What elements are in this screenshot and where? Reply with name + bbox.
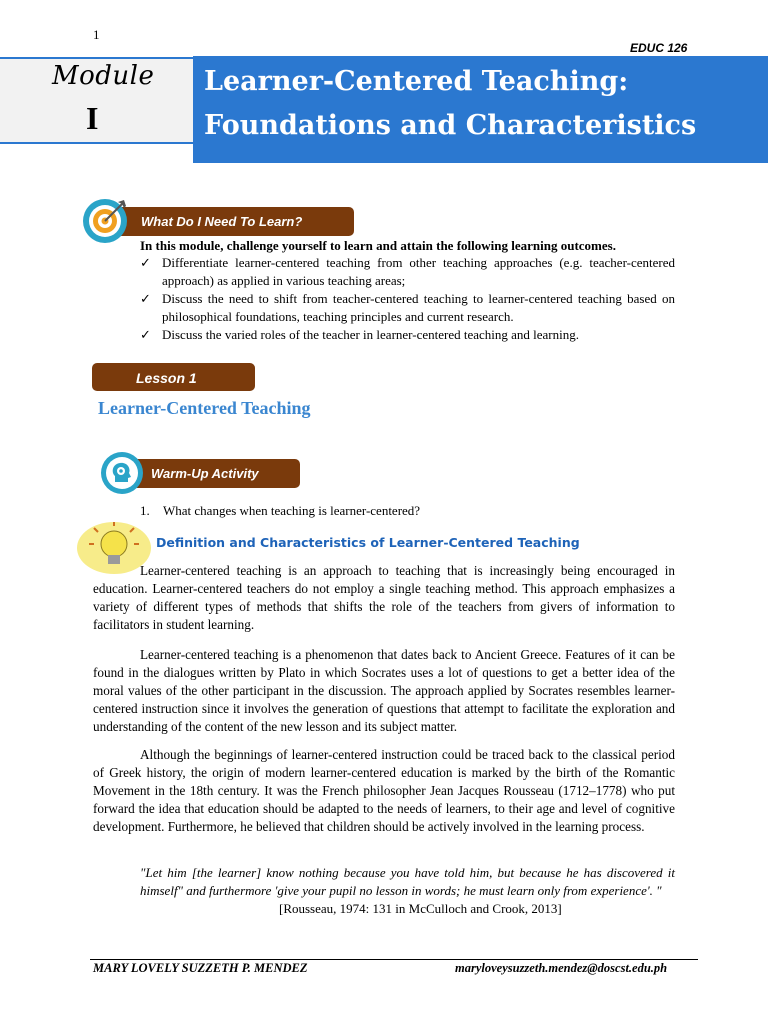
gear-head-icon	[100, 451, 144, 495]
target-icon	[82, 198, 128, 244]
module-number: I	[86, 100, 99, 136]
course-code: EDUC 126	[630, 41, 688, 55]
warmup-label: Warm-Up Activity	[129, 459, 300, 488]
paragraph: Learner-centered teaching is a phenomenon that dates back to Ancient Greece. Features of it can be found in the dialogues written by Plato in which Socrates uses a lot of questions to get a better idea of the moral values of the other participant in the discussion. The approach applied by Socrates resembles learner-centered instruction since it involves the generation of questions that attempt to facilitate the exploration and understanding of the content of the new lesson and its subject matter.	[93, 647, 675, 734]
paragraph: Learner-centered teaching is an approach to teaching that is increasingly being encouraged in education. Learner-centered teachers do not employ a single teaching method. This approach emphasizes a variety of different types of methods that shifts the role of the teachers from givers of information to facilitators in student learning.	[93, 563, 675, 632]
footer-author: MARY LOVELY SUZZETH P. MENDEZ	[93, 961, 308, 975]
lesson-label: Lesson 1	[92, 363, 255, 391]
outcome-item	[140, 290, 675, 326]
section-heading: Definition and Characteristics of Learner-Centered Teaching	[156, 535, 580, 550]
paragraph: Although the beginnings of learner-centered instruction could be traced back to the classical period of Greek history, the origin of modern learner-centered education is marked by the birth of the Romantic Movement in the 18th century. It was the French philosopher Jean Jacques Rousseau (1712–1778) who put forward the idea that education should be adapted to the needs of learners, to their age and level of cognitive development. Furthermore, he believed that children should be actively involved in the learning process.	[93, 747, 675, 834]
module-title-line1: Learner-Centered Teaching:	[204, 66, 629, 97]
outcome-text: Discuss the varied roles of the teacher in learner-centered teaching and learning.	[162, 327, 579, 342]
footer-email: maryloveysuzzeth.mendez@doscst.edu.ph	[455, 961, 668, 975]
module-title-line2: Foundations and Characteristics	[204, 110, 697, 141]
quote-citation: [Rousseau, 1974: 131 in McCulloch and Crook, 2013]	[279, 901, 562, 916]
learn-label: What Do I Need To Learn?	[111, 207, 354, 236]
warmup-question	[140, 503, 420, 519]
question-number: 1.	[140, 503, 150, 518]
outcome-text: Differentiate learner-centered teaching from other teaching approaches (e.g. teacher-centered approach) as applied in various teaching areas;	[162, 255, 675, 288]
check-icon: ✓	[140, 327, 151, 342]
check-icon: ✓	[140, 255, 151, 270]
rousseau-quote: "Let him [the learner] know nothing because you have told him, but because he has discovered it himself" and furthermore 'give your pupil no lesson in words; he must learn only from experience'. "	[140, 865, 675, 898]
question-text: What changes when teaching is learner-centered?	[163, 503, 421, 518]
page-number: 1	[93, 27, 100, 42]
outcome-text: Discuss the need to shift from teacher-centered teaching to learner-centered teaching based on philosophical foundations, teaching principles and current research.	[162, 291, 675, 324]
outcome-item	[140, 254, 675, 290]
title-banner-strip	[193, 142, 768, 163]
check-icon: ✓	[140, 291, 151, 306]
outcome-item	[140, 326, 675, 344]
lesson-title: Learner-Centered Teaching	[98, 398, 311, 418]
footer-rule	[90, 959, 698, 960]
module-label: Module	[52, 61, 155, 91]
outcomes-intro: In this module, challenge yourself to learn and attain the following learning outcomes.	[140, 238, 616, 253]
